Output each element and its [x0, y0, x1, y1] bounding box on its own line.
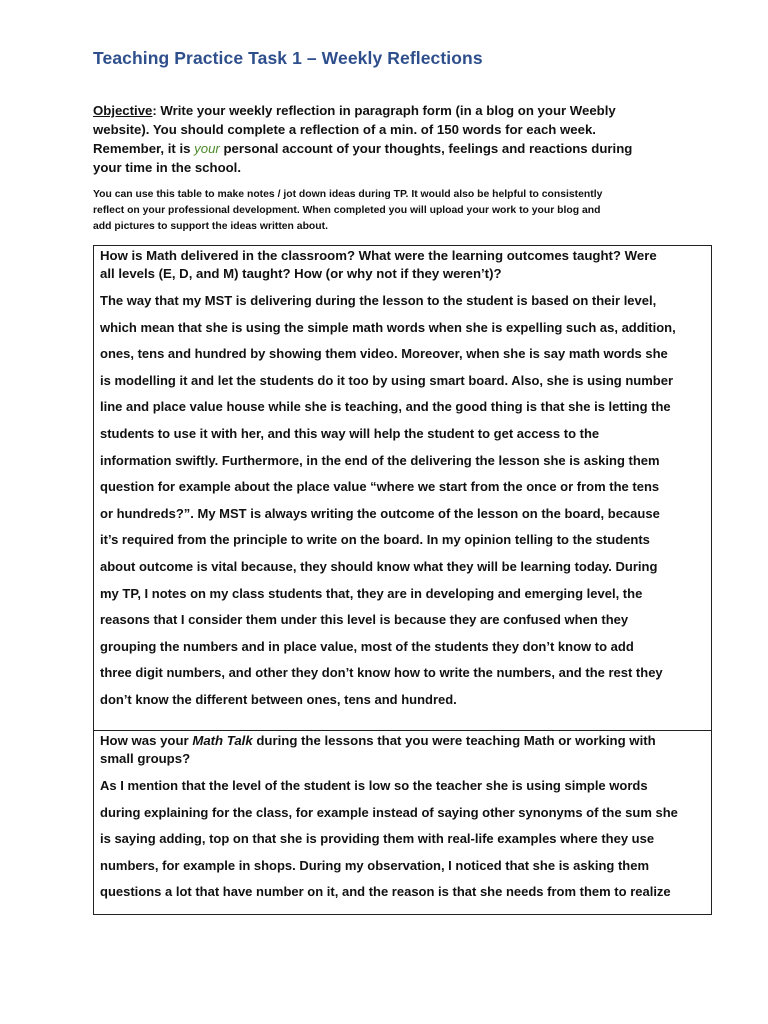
answer-line: it’s required from the principle to write on the board. In my opinion telling to the students	[100, 532, 650, 548]
page-title: Teaching Practice Task 1 – Weekly Reflections	[93, 48, 483, 68]
question-line1: How is Math delivered in the classroom? What were the learning outcomes taught? Were	[100, 248, 657, 263]
reflection-box-math-talk	[93, 730, 712, 915]
objective-line2: website). You should complete a reflection of a min. of 150 words for each week.	[93, 122, 596, 137]
answer-line: numbers, for example in shops. During my observation, I noticed that she is asking them	[100, 857, 650, 873]
note-line1: You can use this table to make notes / jot down ideas during TP. It would also be helpful to consistently	[93, 189, 603, 200]
answer-line: As I mention that the level of the student is low so the teacher she is using simple words	[100, 778, 648, 793]
answer-line: during explaining for the class, for example instead of saying other synonyms of the sum she	[100, 804, 678, 820]
question-math-delivery	[100, 247, 705, 283]
answer-math-delivery	[100, 288, 705, 714]
reflection-box-math-delivery	[93, 245, 712, 731]
objective-line3-end: personal account of your thoughts, feelings and reactions during	[219, 141, 633, 156]
question-line2: small groups?	[100, 751, 191, 766]
answer-line: grouping the numbers and in place value, most of the students they don’t know to add	[100, 638, 634, 654]
answer-line: is modelling it and let the students do it too by using smart board. Also, she is using number	[100, 372, 674, 388]
question-line2: all levels (E, D, and M) taught? How (or why not if they weren’t)?	[100, 266, 502, 281]
objective-line1: : Write your weekly reflection in paragraph form (in a blog on your Weebly	[152, 103, 616, 118]
objective-your-emphasis: your	[194, 141, 220, 156]
answer-line: is saying adding, top on that she is providing them with real-life examples where they use	[100, 831, 655, 847]
answer-line: or hundreds?”. My MST is always writing the outcome of the lesson on the board, because	[100, 505, 660, 521]
answer-line: line and place value house while she is teaching, and the good thing is that she is letting the	[100, 399, 671, 415]
objective-paragraph	[93, 101, 693, 177]
question-start: How was your	[100, 733, 193, 748]
note-line2: reflect on your professional development. When completed you will upload your work to your blog and	[93, 205, 601, 216]
objective-line4: your time in the school.	[93, 160, 242, 175]
question-math-talk	[100, 732, 705, 768]
note-line3: add pictures to support the ideas written about.	[93, 221, 328, 232]
answer-line: which mean that she is using the simple math words when she is expelling such as, addition,	[100, 319, 676, 335]
objective-line3-start: Remember, it is	[93, 141, 195, 156]
answer-line: reasons that I consider them under this level is because they are confused when they	[100, 612, 629, 628]
answer-line: question for example about the place value “where we start from the once or from the tens	[100, 479, 660, 495]
objective-label: Objective	[93, 103, 153, 118]
answer-math-talk	[100, 773, 705, 906]
answer-line: my TP, I notes on my class students that, they are in developing and emerging level, the	[100, 585, 643, 601]
answer-line: ones, tens and hundred by showing them video. Moreover, when she is say math words she	[100, 346, 668, 362]
answer-line: information swiftly. Furthermore, in the end of the delivering the lesson she is asking them	[100, 452, 660, 468]
math-talk-italic: Math Talk	[192, 733, 253, 748]
instructions-note	[93, 187, 693, 235]
answer-line: questions a lot that have number on it, and the reason is that she needs from them to realize	[100, 884, 671, 900]
answer-line: about outcome is vital because, they should know what they will be learning today. During	[100, 558, 658, 574]
answer-line: don’t know the different between ones, tens and hundred.	[100, 691, 457, 707]
answer-line: The way that my MST is delivering during the lesson to the student is based on their level,	[100, 293, 657, 308]
question-end: during the lessons that you were teaching Math or working with	[252, 733, 656, 748]
answer-line: students to use it with her, and this way will help the student to get access to the	[100, 425, 600, 441]
answer-line: three digit numbers, and other they don’t know how to write the numbers, and the rest they	[100, 665, 663, 681]
